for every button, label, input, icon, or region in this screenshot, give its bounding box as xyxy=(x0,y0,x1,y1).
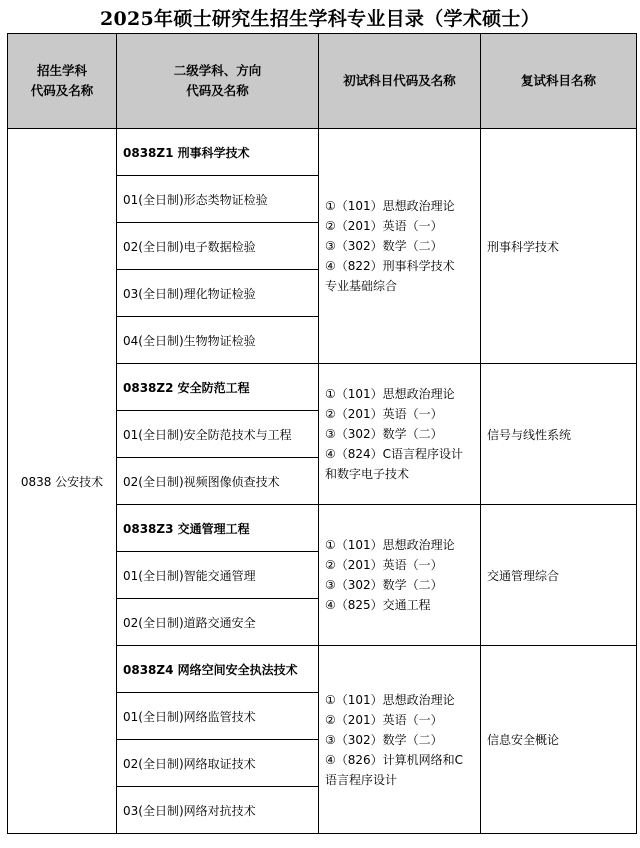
exam-subject-line: 和数字电子技术 xyxy=(325,467,410,481)
direction-item: 01(全日制)网络监管技术 xyxy=(117,693,319,740)
header-direction: 二级学科、方向 代码及名称 xyxy=(117,34,319,129)
exam-subject-line: ③（302）数学（二） xyxy=(325,427,443,441)
header-exam-subjects: 初试科目代码及名称 xyxy=(319,34,481,129)
subject-code-name: 0838Z4 网络空间安全执法技术 xyxy=(117,646,319,693)
discipline-code-cell: 0838 公安技术 xyxy=(8,129,117,834)
direction-item: 04(全日制)生物物证检验 xyxy=(117,317,319,364)
exam-subjects-cell xyxy=(319,129,481,364)
exam-subject-line: ④（824）C语言程序设计 xyxy=(325,447,464,461)
direction-item: 03(全日制)理化物证检验 xyxy=(117,270,319,317)
header-discipline: 招生学科 代码及名称 xyxy=(8,34,117,129)
catalog-table xyxy=(7,33,637,834)
subject-code-name: 0838Z2 安全防范工程 xyxy=(117,364,319,411)
exam-subjects-cell xyxy=(319,505,481,646)
subject-code-name: 0838Z3 交通管理工程 xyxy=(117,505,319,552)
exam-subject-line: ②（201）英语（一） xyxy=(325,712,443,727)
exam-subject-line: ②（201）英语（一） xyxy=(325,407,443,421)
direction-item: 03(全日制)网络对抗技术 xyxy=(117,787,319,834)
retest-subject-cell: 交通管理综合 xyxy=(481,505,637,646)
exam-subject-line: ④（822）刑事科学技术 xyxy=(325,259,455,273)
retest-subject-cell: 刑事科学技术 xyxy=(481,129,637,364)
header-retest-subject: 复试科目名称 xyxy=(481,34,637,129)
exam-subject-line: ③（302）数学（二） xyxy=(325,578,443,592)
exam-subject-line: ④（826）计算机网络和C xyxy=(325,752,464,767)
exam-subject-line: ①（101）思想政治理论 xyxy=(325,538,455,552)
exam-subject-line: ③（302）数学（二） xyxy=(325,239,443,253)
exam-subject-line: ③（302）数学（二） xyxy=(325,732,443,747)
direction-item: 01(全日制)形态类物证检验 xyxy=(117,176,319,223)
exam-subject-line: ①（101）思想政治理论 xyxy=(325,387,455,401)
exam-subject-line: ①（101）思想政治理论 xyxy=(325,692,455,707)
exam-subject-line: ②（201）英语（一） xyxy=(325,558,443,572)
exam-subject-line: 语言程序设计 xyxy=(325,772,398,787)
direction-item: 01(全日制)智能交通管理 xyxy=(117,552,319,599)
direction-item: 02(全日制)视频图像侦查技术 xyxy=(117,458,319,505)
exam-subject-line: ①（101）思想政治理论 xyxy=(325,199,455,213)
retest-subject-cell: 信息安全概论 xyxy=(481,646,637,834)
direction-item: 02(全日制)道路交通安全 xyxy=(117,599,319,646)
page-title: 2025年硕士研究生招生学科专业目录（学术硕士） xyxy=(99,8,541,30)
direction-item: 02(全日制)电子数据检验 xyxy=(117,223,319,270)
direction-item: 01(全日制)安全防范技术与工程 xyxy=(117,411,319,458)
exam-subjects-cell xyxy=(319,364,481,505)
header-row xyxy=(8,34,637,129)
exam-subject-line: ②（201）英语（一） xyxy=(325,219,443,233)
exam-subject-line: ④（825）交通工程 xyxy=(325,598,431,612)
subject-code-name: 0838Z1 刑事科学技术 xyxy=(117,129,319,176)
retest-subject-cell: 信号与线性系统 xyxy=(481,364,637,505)
direction-item: 02(全日制)网络取证技术 xyxy=(117,740,319,787)
table-row-subject-head xyxy=(8,129,637,176)
exam-subject-line: 专业基础综合 xyxy=(325,279,398,293)
exam-subjects-cell xyxy=(319,646,481,834)
